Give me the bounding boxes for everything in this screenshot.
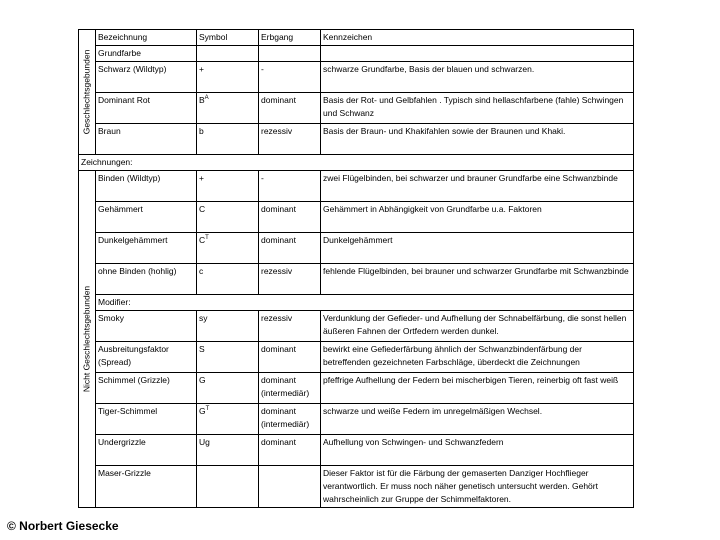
row-name: Maser-Grizzle: [96, 466, 197, 508]
row-symbol: [197, 233, 259, 264]
table-row: [79, 404, 634, 435]
table-row: [79, 373, 634, 404]
row-symbol: [197, 311, 259, 342]
symbol-text: C: [199, 235, 206, 245]
symbol-sup: T: [205, 235, 209, 242]
row-symbol: [197, 171, 259, 202]
section-markings: Zeichnungen:: [79, 155, 634, 171]
table-row: [79, 311, 634, 342]
symbol-text: c: [199, 266, 204, 276]
table-row: [79, 62, 634, 93]
section-base-color: Grundfarbe: [96, 46, 197, 62]
section-row: [79, 155, 634, 171]
row-features: Gehämmert in Abhängigkeit von Grundfarbe u.a. Faktoren: [321, 202, 634, 233]
symbol-text: b: [199, 126, 204, 136]
section-row: [79, 295, 634, 311]
header-row: [79, 30, 634, 46]
row-inheritance: dominant: [259, 93, 321, 124]
row-name: Gehämmert: [96, 202, 197, 233]
row-symbol: [197, 93, 259, 124]
row-features: Basis der Rot- und Gelbfahlen . Typisch sind hellaschfarbene (fahle) Schwingen und Schwanz: [321, 93, 634, 124]
table-row: [79, 233, 634, 264]
row-features: fehlende Flügelbinden, bei brauner und schwarzer Grundfarbe mit Schwanzbinde: [321, 264, 634, 295]
row-features: Basis der Braun- und Khakifahlen sowie der Braunen und Khaki.: [321, 124, 634, 155]
row-features: zwei Flügelbinden, bei schwarzer und brauner Grundfarbe eine Schwanzbinde: [321, 171, 634, 202]
row-symbol: [197, 124, 259, 155]
side-label-not-sex-linked: [79, 171, 96, 508]
genetics-table: [78, 29, 634, 508]
symbol-text: B: [199, 95, 205, 105]
section-modifiers: Modifier:: [96, 295, 634, 311]
row-inheritance: dominant (intermediär): [259, 373, 321, 404]
row-inheritance: dominant: [259, 435, 321, 466]
symbol-text: G: [199, 406, 206, 416]
row-features: pfeffrige Aufhellung der Federn bei mischerbigen Tieren, reinerbig oft fast weiß: [321, 373, 634, 404]
row-symbol: [197, 373, 259, 404]
copyright-notice: © Norbert Giesecke: [7, 519, 119, 533]
row-symbol: [197, 342, 259, 373]
row-features: Dunkelgehämmert: [321, 233, 634, 264]
row-features: bewirkt eine Gefiederfärbung ähnlich der Schwanzbindenfärbung der betreffenden gezeichneten Farbschläge, überdeckt die Zeichnungen: [321, 342, 634, 373]
row-symbol: [197, 264, 259, 295]
empty-cell: [197, 46, 259, 62]
row-name: Schwarz (Wildtyp): [96, 62, 197, 93]
symbol-sup: A: [204, 95, 209, 102]
symbol-text: +: [199, 64, 204, 74]
table-row: [79, 93, 634, 124]
table-row: [79, 124, 634, 155]
empty-cell: [321, 46, 634, 62]
symbol-sup: T: [205, 406, 210, 413]
symbol-text: S: [199, 344, 205, 354]
section-row: [79, 46, 634, 62]
symbol-text: sy: [199, 313, 208, 323]
row-inheritance: rezessiv: [259, 264, 321, 295]
row-name: Schimmel (Grizzle): [96, 373, 197, 404]
table-row: [79, 202, 634, 233]
row-inheritance: dominant (intermediär): [259, 404, 321, 435]
row-features: Aufhellung von Schwingen- und Schwanzfedern: [321, 435, 634, 466]
table-row: [79, 264, 634, 295]
row-inheritance: dominant: [259, 342, 321, 373]
symbol-text: G: [199, 375, 206, 385]
header-inheritance: Erbgang: [259, 30, 321, 46]
row-features: Verdunklung der Gefieder- und Aufhellung der Schnabelfärbung, die sonst hellen äußeren Fahnen der Ortfedern werden dunkel.: [321, 311, 634, 342]
row-features: Dieser Faktor ist für die Färbung der gemaserten Danziger Hochflieger verantwortlich. Er muss noch näher genetisch untersucht werden. Gehört wahrscheinlich zur Gruppe der Schimmelfaktoren.: [321, 466, 634, 508]
row-name: Braun: [96, 124, 197, 155]
row-features: schwarze und weiße Federn im unregelmäßigen Wechsel.: [321, 404, 634, 435]
header-symbol: Symbol: [197, 30, 259, 46]
table-row: [79, 435, 634, 466]
table-row: [79, 342, 634, 373]
row-inheritance: [259, 466, 321, 508]
row-symbol: [197, 466, 259, 508]
row-name: Dunkelgehämmert: [96, 233, 197, 264]
symbol-text: +: [199, 173, 204, 183]
row-inheritance: rezessiv: [259, 311, 321, 342]
row-inheritance: -: [259, 62, 321, 93]
row-symbol: [197, 404, 259, 435]
side-label-sex-linked: [79, 30, 96, 155]
empty-cell: [259, 46, 321, 62]
row-features: schwarze Grundfarbe, Basis der blauen und schwarzen.: [321, 62, 634, 93]
table-row: [79, 466, 634, 508]
row-inheritance: dominant: [259, 202, 321, 233]
row-inheritance: dominant: [259, 233, 321, 264]
row-name: Tiger-Schimmel: [96, 404, 197, 435]
side-label-sex-linked-text: Geschlechtsgebunden: [81, 49, 92, 135]
row-inheritance: rezessiv: [259, 124, 321, 155]
symbol-text: Ug: [199, 437, 210, 447]
row-symbol: [197, 202, 259, 233]
row-name: Undergrizzle: [96, 435, 197, 466]
symbol-text: C: [199, 204, 206, 214]
row-symbol: [197, 435, 259, 466]
header-features: Kennzeichen: [321, 30, 634, 46]
table-row: [79, 171, 634, 202]
row-inheritance: -: [259, 171, 321, 202]
side-label-not-sex-linked-text: Nicht Geschlechtsgebunden: [81, 285, 92, 393]
row-name: Binden (Wildtyp): [96, 171, 197, 202]
row-name: Ausbreitungsfaktor (Spread): [96, 342, 197, 373]
row-name: Dominant Rot: [96, 93, 197, 124]
row-name: Smoky: [96, 311, 197, 342]
row-symbol: [197, 62, 259, 93]
header-name: Bezeichnung: [96, 30, 197, 46]
row-name: ohne Binden (hohlig): [96, 264, 197, 295]
